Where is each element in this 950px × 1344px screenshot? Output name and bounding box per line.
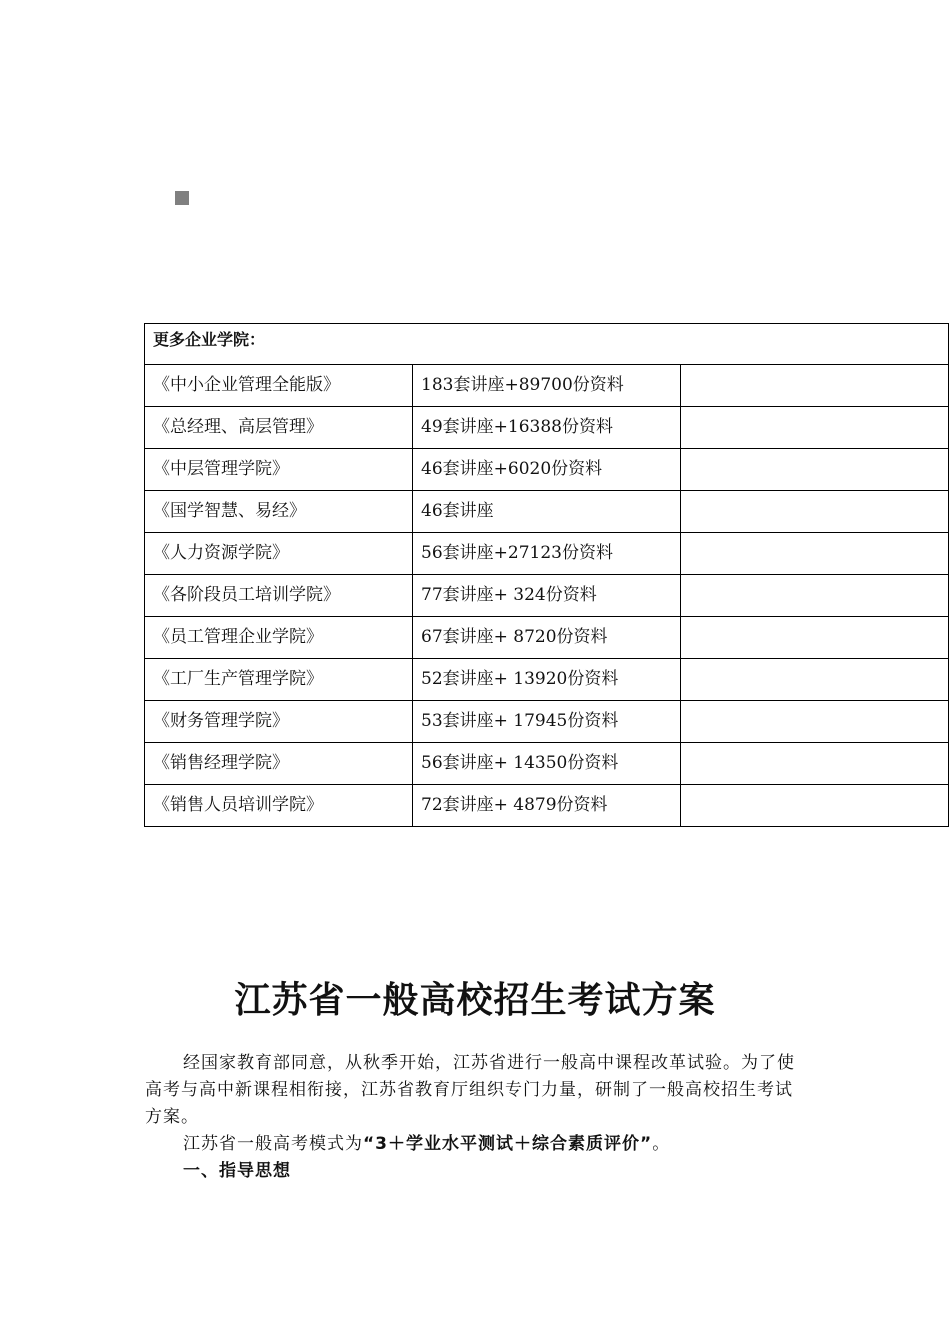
table-row [145, 449, 949, 491]
academy-content-cell: 72套讲座+ 4879份资料 [413, 785, 681, 827]
intro-paragraph: 经国家教育部同意，从秋季开始，江苏省进行一般高中课程改革试验。为了使高考与高中新课程相衔接，江苏省教育厅组织专门力量，研制了一般高校招生考试方案。 [145, 1053, 795, 1127]
table-row [145, 617, 949, 659]
exam-model-prefix: 江苏省一般高考模式为 [183, 1134, 363, 1154]
academy-content-cell: 53套讲座+ 17945份资料 [413, 701, 681, 743]
academy-content-cell: 56套讲座+27123份资料 [413, 533, 681, 575]
academy-name-cell: 《销售人员培训学院》 [145, 785, 413, 827]
table-row [145, 659, 949, 701]
section-heading-guiding-thought: 一、指导思想 [183, 1161, 291, 1181]
academy-extra-cell [681, 659, 949, 701]
academy-name-cell: 《各阶段员工培训学院》 [145, 575, 413, 617]
table-row [145, 491, 949, 533]
academy-content-cell: 56套讲座+ 14350份资料 [413, 743, 681, 785]
academy-name-cell: 《中小企业管理全能版》 [145, 365, 413, 407]
academy-content-cell: 67套讲座+ 8720份资料 [413, 617, 681, 659]
academy-name-cell: 《人力资源学院》 [145, 533, 413, 575]
academy-content-cell: 183套讲座+89700份资料 [413, 365, 681, 407]
bullet-square-icon [175, 191, 189, 205]
academy-name-cell: 《中层管理学院》 [145, 449, 413, 491]
academy-extra-cell [681, 785, 949, 827]
academy-extra-cell [681, 449, 949, 491]
academy-extra-cell [681, 701, 949, 743]
academy-name-cell: 《财务管理学院》 [145, 701, 413, 743]
academy-catalog-table [144, 323, 949, 827]
table-row [145, 743, 949, 785]
table-row [145, 785, 949, 827]
academy-extra-cell [681, 491, 949, 533]
academy-content-cell: 46套讲座 [413, 491, 681, 533]
academy-name-cell: 《国学智慧、易经》 [145, 491, 413, 533]
catalog-header: 更多企业学院： [145, 324, 949, 365]
academy-content-cell: 77套讲座+ 324份资料 [413, 575, 681, 617]
table-row [145, 575, 949, 617]
exam-model-paragraph [145, 1131, 800, 1158]
academy-extra-cell [681, 407, 949, 449]
table-row [145, 365, 949, 407]
academy-extra-cell [681, 743, 949, 785]
academy-name-cell: 《工厂生产管理学院》 [145, 659, 413, 701]
academy-extra-cell [681, 533, 949, 575]
academy-content-cell: 46套讲座+6020份资料 [413, 449, 681, 491]
table-row [145, 407, 949, 449]
academy-extra-cell [681, 365, 949, 407]
academy-name-cell: 《员工管理企业学院》 [145, 617, 413, 659]
table-row [145, 533, 949, 575]
academy-extra-cell [681, 575, 949, 617]
academy-content-cell: 49套讲座+16388份资料 [413, 407, 681, 449]
table-row [145, 701, 949, 743]
table-header-row [145, 324, 949, 365]
document-body [145, 1050, 800, 1185]
academy-name-cell: 《销售经理学院》 [145, 743, 413, 785]
document-title: 江苏省一般高校招生考试方案 [234, 979, 716, 1021]
exam-model-suffix: 。 [652, 1134, 671, 1154]
academy-extra-cell [681, 617, 949, 659]
exam-model-formula: “3＋学业水平测试＋综合素质评价” [363, 1134, 653, 1154]
academy-name-cell: 《总经理、高层管理》 [145, 407, 413, 449]
academy-content-cell: 52套讲座+ 13920份资料 [413, 659, 681, 701]
